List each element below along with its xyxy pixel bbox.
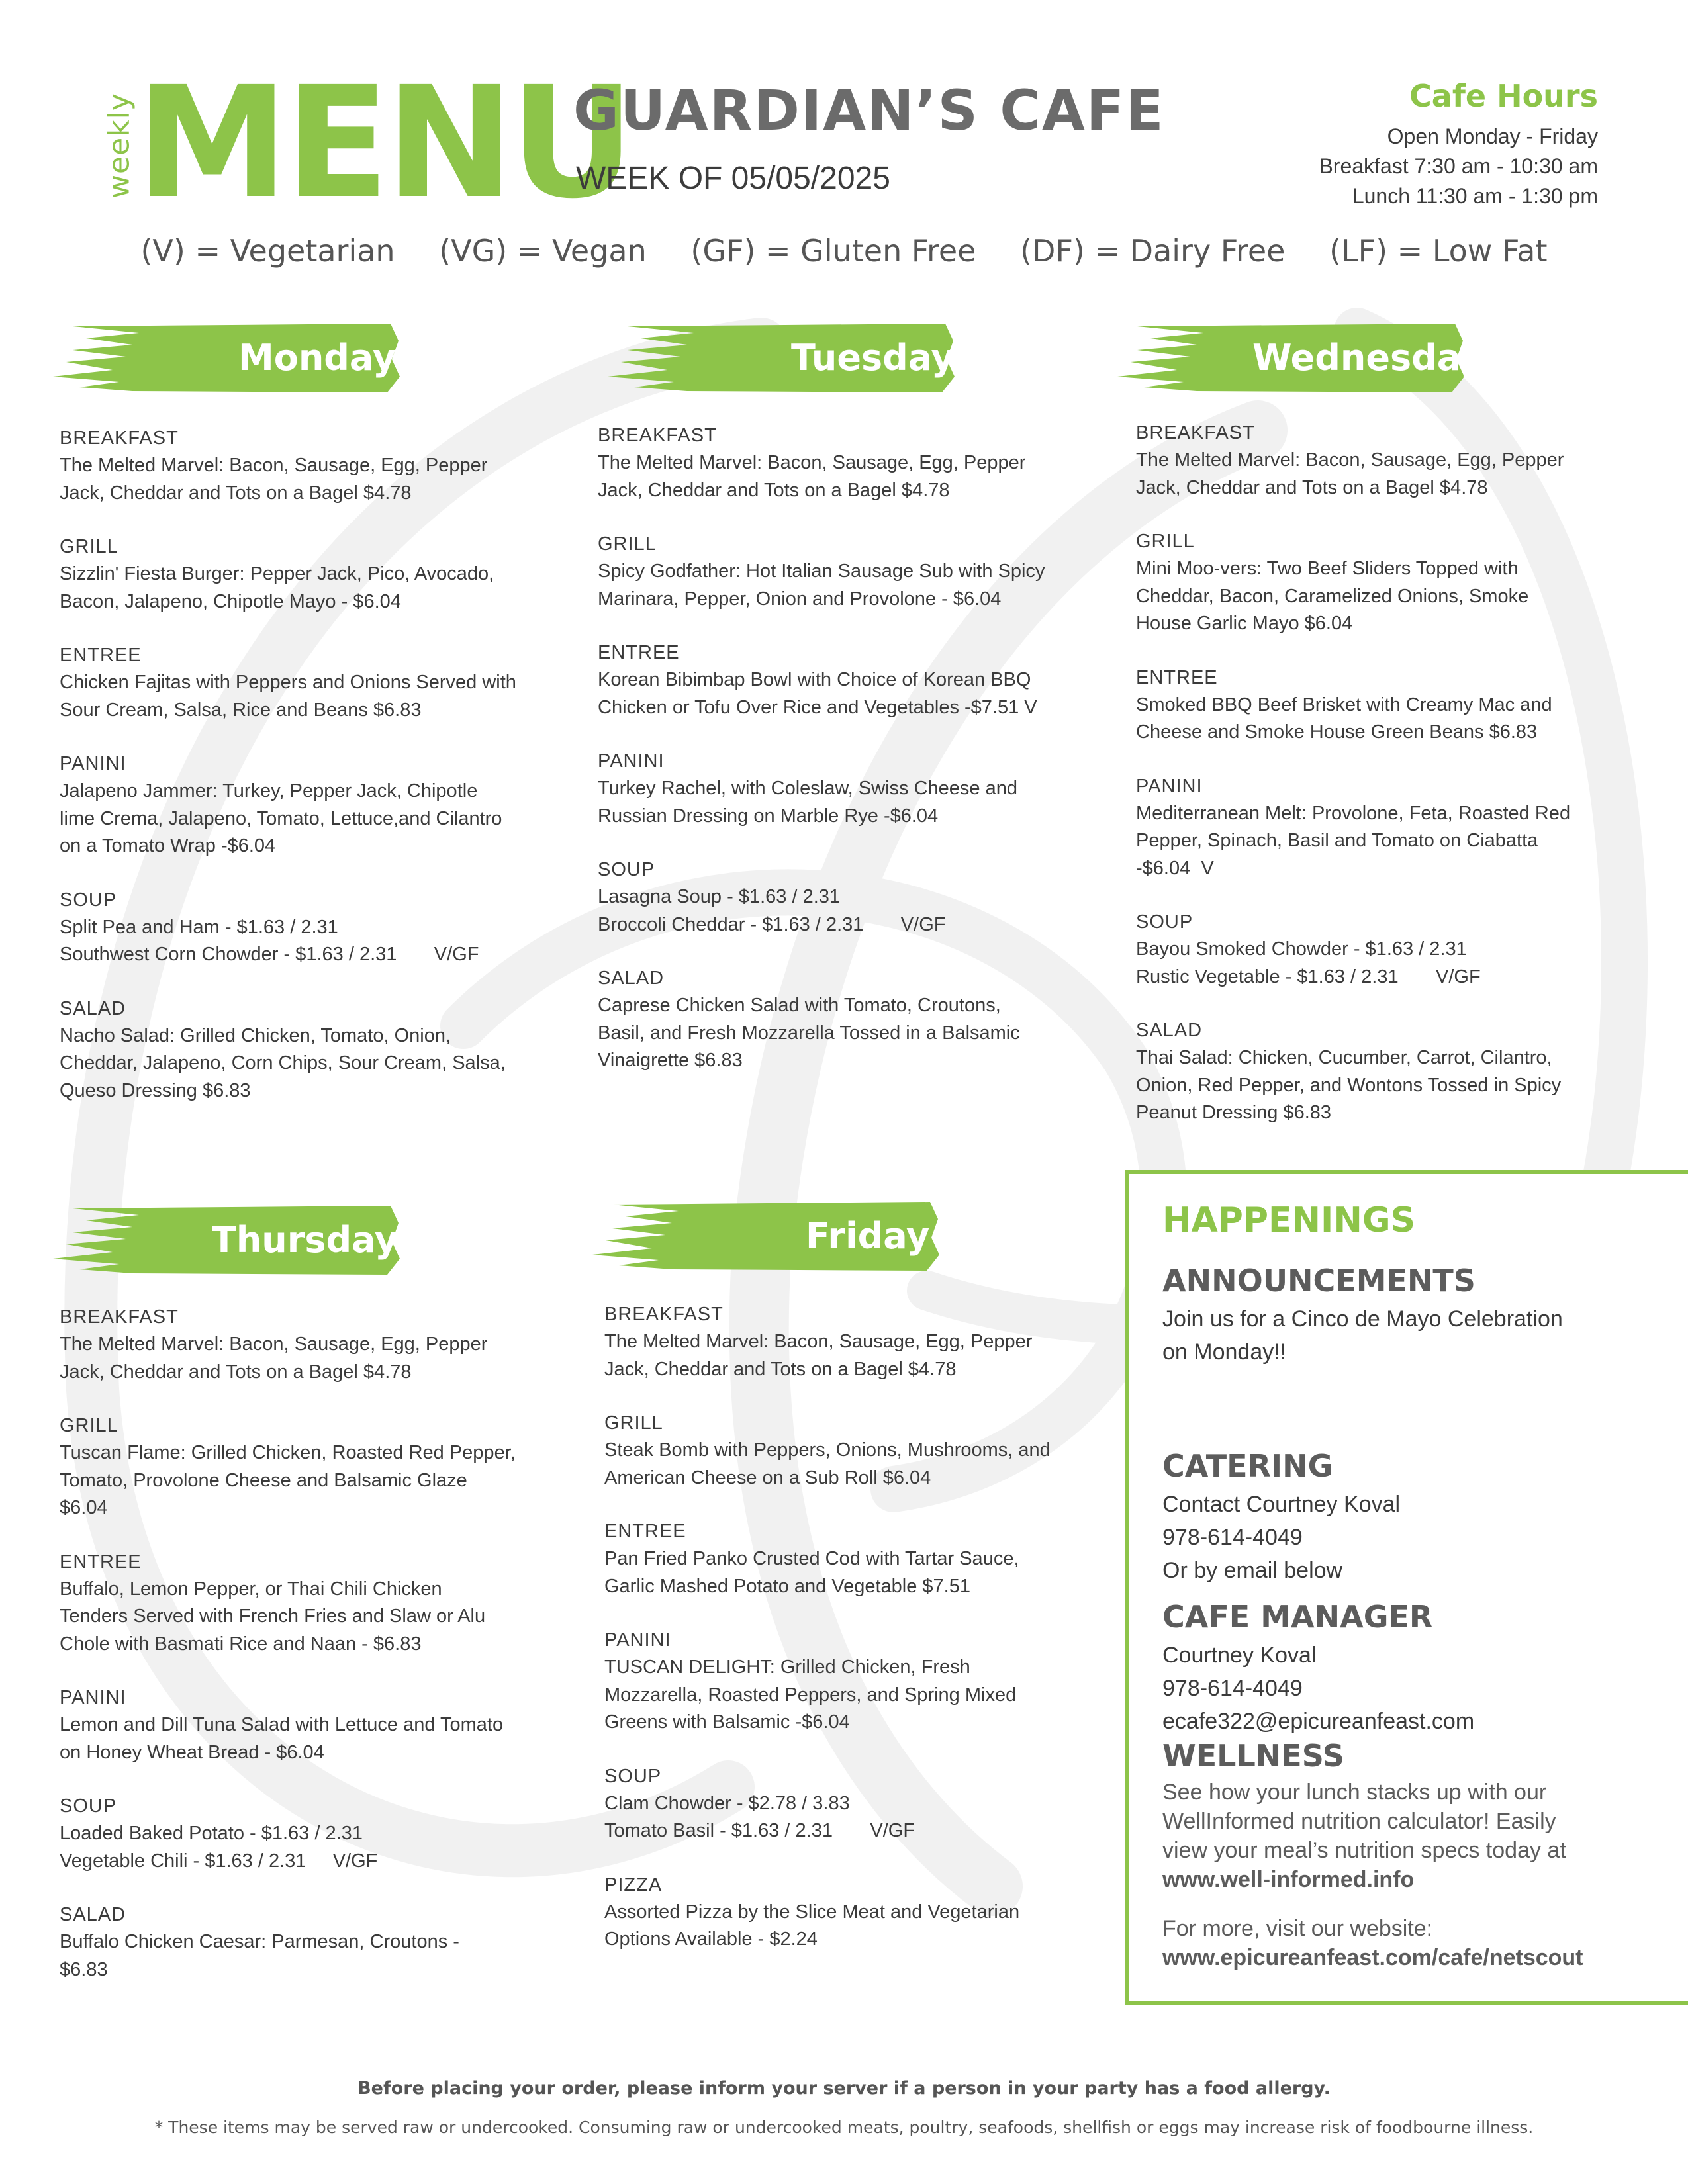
catering-phone: 978-614-4049 xyxy=(1162,1525,1303,1550)
section-category: GRILL xyxy=(60,536,118,557)
menu-line: The Melted Marvel: Bacon, Sausage, Egg, Pepper xyxy=(598,452,1026,473)
wellness-line: view your meal’s nutrition specs today at xyxy=(1162,1838,1566,1863)
menu-line: on Honey Wheat Bread - $6.04 xyxy=(60,1741,324,1763)
section-category: SOUP xyxy=(60,1796,117,1817)
disclaimer: * These items may be served raw or undercooked. Consuming raw or undercooked meats, poultry, seafoods, shellfish or eggs may increase risk of foodbourne illness. xyxy=(154,2118,1534,2137)
menu-line: Greens with Balsamic -$6.04 xyxy=(604,1711,850,1733)
section-category: SOUP xyxy=(604,1765,662,1787)
menu-section xyxy=(1136,664,1639,747)
announcement-line: on Monday!! xyxy=(1162,1340,1287,1365)
manager-name: Courtney Koval xyxy=(1162,1643,1317,1668)
website-link[interactable]: www.epicureanfeast.com/cafe/netscout xyxy=(1162,1945,1583,1970)
menu-section xyxy=(60,995,563,1105)
menu-line: Mini Moo-vers: Two Beef Sliders Topped with xyxy=(1136,558,1519,579)
menu-section xyxy=(60,887,563,969)
day-menu-friday xyxy=(604,1301,1107,1980)
menu-line: Caprese Chicken Salad with Tomato, Croutons, xyxy=(598,995,1001,1016)
menu-line: Chole with Basmati Rice and Naan - $6.83 xyxy=(60,1633,422,1655)
menu-line: Chicken or Tofu Over Rice and Vegetables -$7.51 V xyxy=(598,696,1037,718)
menu-line: Jack, Cheddar and Tots on a Bagel $4.78 xyxy=(60,482,412,504)
menu-line: The Melted Marvel: Bacon, Sausage, Egg, Pepper xyxy=(604,1331,1033,1352)
section-category: GRILL xyxy=(598,533,657,555)
menu-line: Tomato Basil - $1.63 / 2.31 V/GF xyxy=(604,1820,915,1841)
cafe-manager-heading: CAFE MANAGER xyxy=(1162,1599,1433,1635)
menu-line: Russian Dressing on Marble Rye -$6.04 xyxy=(598,805,939,827)
announcements-heading: ANNOUNCEMENTS xyxy=(1162,1263,1476,1298)
menu-line: Steak Bomb with Peppers, Onions, Mushrooms, and xyxy=(604,1439,1051,1461)
menu-line: Sour Cream, Salsa, Rice and Beans $6.83 xyxy=(60,699,422,721)
menu-line: Jack, Cheddar and Tots on a Bagel $4.78 xyxy=(1136,477,1488,498)
menu-line: Smoked BBQ Beef Brisket with Creamy Mac and xyxy=(1136,694,1552,715)
cafe-hours-title: Cafe Hours xyxy=(1409,78,1598,114)
legend-item: (GF) = Gluten Free xyxy=(690,233,976,269)
section-category: SOUP xyxy=(60,889,117,911)
catering-line: Or by email below xyxy=(1162,1558,1343,1583)
day-banner-monday xyxy=(53,321,400,395)
wellness-link[interactable]: www.well-informed.info xyxy=(1162,1867,1415,1892)
menu-section xyxy=(604,1627,1107,1737)
diet-legend xyxy=(0,233,1688,269)
section-category: GRILL xyxy=(1136,531,1195,552)
menu-line: Pepper, Spinach, Basil and Tomato on Ciabatta xyxy=(1136,830,1538,851)
section-category: PANINI xyxy=(604,1629,671,1651)
menu-section xyxy=(604,1301,1107,1383)
menu-section xyxy=(60,1684,563,1766)
menu-line: Cheddar, Bacon, Caramelized Onions, Smoke xyxy=(1136,585,1529,607)
announcement-line: Join us for a Cinco de Mayo Celebration xyxy=(1162,1306,1563,1332)
menu-line: Garlic Mashed Potato and Vegetable $7.51 xyxy=(604,1575,970,1597)
menu-line: Cheese and Smoke House Green Beans $6.83 xyxy=(1136,721,1538,743)
day-name: Friday xyxy=(806,1215,930,1257)
menu-line: Tuscan Flame: Grilled Chicken, Roasted Red Pepper, xyxy=(60,1442,516,1463)
menu-line: Jack, Cheddar and Tots on a Bagel $4.78 xyxy=(604,1358,957,1380)
legend-item: (V) = Vegetarian xyxy=(140,233,395,269)
menu-line: Rustic Vegetable - $1.63 / 2.31 V/GF xyxy=(1136,966,1481,987)
menu-section xyxy=(60,1412,563,1522)
day-name: Thursday xyxy=(212,1219,399,1261)
section-category: BREAKFAST xyxy=(598,425,717,446)
menu-section xyxy=(598,639,1101,721)
menu-line: Bayou Smoked Chowder - $1.63 / 2.31 xyxy=(1136,938,1467,960)
catering-line: Contact Courtney Koval xyxy=(1162,1492,1401,1517)
menu-section xyxy=(1136,773,1639,883)
section-category: PANINI xyxy=(60,1687,126,1708)
menu-line: Korean Bibimbap Bowl with Choice of Korean BBQ xyxy=(598,669,1031,690)
menu-line: Broccoli Cheddar - $1.63 / 2.31 V/GF xyxy=(598,913,946,935)
menu-section xyxy=(604,1763,1107,1845)
menu-section xyxy=(1136,420,1639,502)
menu-line: Mediterranean Melt: Provolone, Feta, Roasted Red xyxy=(1136,802,1571,824)
day-banner-friday xyxy=(592,1199,940,1273)
legend-item: (DF) = Dairy Free xyxy=(1020,233,1286,269)
section-category: PANINI xyxy=(598,751,665,772)
menu-line: $6.04 xyxy=(60,1497,108,1518)
menu-line: Split Pea and Ham - $1.63 / 2.31 xyxy=(60,916,338,938)
section-category: BREAKFAST xyxy=(60,428,179,449)
menu-line: Mozzarella, Roasted Peppers, and Spring Mixed xyxy=(604,1684,1017,1706)
section-category: SALAD xyxy=(598,968,665,989)
menu-line: Thai Salad: Chicken, Cucumber, Carrot, Cilantro, xyxy=(1136,1047,1552,1068)
day-name: Monday xyxy=(238,337,396,379)
menu-section xyxy=(60,533,563,615)
allergy-notice: Before placing your order, please inform your server if a person in your party has a food allergy. xyxy=(357,2078,1331,2099)
menu-line: Jalapeno Jammer: Turkey, Pepper Jack, Chipotle xyxy=(60,780,478,801)
menu-line: The Melted Marvel: Bacon, Sausage, Egg, Pepper xyxy=(60,455,488,476)
menu-line: lime Crema, Jalapeno, Tomato, Lettuce,and Cilantro xyxy=(60,807,502,829)
menu-section xyxy=(598,531,1101,613)
menu-line: Bacon, Jalapeno, Chipotle Mayo - $6.04 xyxy=(60,590,401,612)
menu-section xyxy=(604,1518,1107,1600)
section-category: GRILL xyxy=(60,1415,118,1436)
section-category: SALAD xyxy=(60,997,126,1019)
menu-line: Basil, and Fresh Mozzarella Tossed in a Balsamic xyxy=(598,1022,1020,1044)
wellness-line: See how your lunch stacks up with our xyxy=(1162,1780,1547,1805)
section-category: SALAD xyxy=(1136,1020,1203,1041)
manager-phone: 978-614-4049 xyxy=(1162,1676,1303,1701)
cafe-hours xyxy=(1319,78,1598,211)
section-category: PANINI xyxy=(60,753,126,774)
manager-email-link[interactable]: ecafe322@epicureanfeast.com xyxy=(1162,1709,1475,1734)
menu-section xyxy=(60,1901,563,1983)
day-menu-tuesday xyxy=(598,422,1101,1101)
menu-line: Turkey Rachel, with Coleslaw, Swiss Cheese and xyxy=(598,778,1017,799)
section-category: GRILL xyxy=(604,1412,663,1433)
hours-line: Lunch 11:30 am - 1:30 pm xyxy=(1352,184,1598,208)
weekly-label: weekly xyxy=(102,93,136,199)
menu-section xyxy=(1136,909,1639,991)
menu-section xyxy=(60,1549,563,1659)
section-category: PANINI xyxy=(1136,775,1203,797)
hours-line: Open Monday - Friday xyxy=(1387,124,1598,148)
day-menu-wednesday xyxy=(1136,420,1639,1154)
day-menu-thursday xyxy=(60,1304,563,2010)
section-category: ENTREE xyxy=(60,645,142,666)
menu-line: Chicken Fajitas with Peppers and Onions Served with xyxy=(60,672,516,693)
menu-section xyxy=(60,642,563,724)
legend-item: (VG) = Vegan xyxy=(439,233,647,269)
hours-line: Breakfast 7:30 am - 10:30 am xyxy=(1319,154,1598,178)
menu-line: Marinara, Pepper, Onion and Provolone - $6.04 xyxy=(598,588,1002,610)
visit-text: For more, visit our website: xyxy=(1162,1916,1433,1941)
section-category: BREAKFAST xyxy=(60,1306,179,1328)
menu-line: Options Available - $2.24 xyxy=(604,1929,818,1950)
menu-line: on a Tomato Wrap -$6.04 xyxy=(60,835,276,856)
happenings-title: HAPPENINGS xyxy=(1162,1201,1416,1240)
section-category: PIZZA xyxy=(604,1874,663,1895)
menu-section xyxy=(604,1410,1107,1492)
menu-line: Vegetable Chili - $1.63 / 2.31 V/GF xyxy=(60,1850,378,1872)
happenings-panel xyxy=(1125,1170,1688,2005)
menu-line: Onion, Red Pepper, and Wontons Tossed in Spicy xyxy=(1136,1074,1562,1096)
menu-section xyxy=(60,1304,563,1386)
menu-line: Loaded Baked Potato - $1.63 / 2.31 xyxy=(60,1823,363,1844)
menu-title: MENU xyxy=(136,54,631,232)
menu-section xyxy=(598,856,1101,938)
menu-line: Buffalo Chicken Caesar: Parmesan, Croutons - xyxy=(60,1931,459,1952)
menu-line: American Cheese on a Sub Roll $6.04 xyxy=(604,1467,931,1488)
menu-section xyxy=(60,425,563,507)
wellness-line: WellInformed nutrition calculator! Easily xyxy=(1162,1809,1556,1834)
section-category: SALAD xyxy=(60,1904,126,1925)
menu-line: House Garlic Mayo $6.04 xyxy=(1136,613,1353,634)
legend-item: (LF) = Low Fat xyxy=(1329,233,1548,269)
section-category: ENTREE xyxy=(1136,666,1218,688)
section-category: ENTREE xyxy=(604,1521,686,1542)
section-category: ENTREE xyxy=(598,642,680,663)
menu-line: Southwest Corn Chowder - $1.63 / 2.31 V/GF xyxy=(60,944,479,965)
menu-line: Cheddar, Jalapeno, Corn Chips, Sour Cream, Salsa, xyxy=(60,1052,506,1073)
catering-heading: CATERING xyxy=(1162,1448,1333,1484)
day-banner-thursday xyxy=(53,1203,400,1277)
menu-line: Peanut Dressing $6.83 xyxy=(1136,1102,1332,1123)
day-name: Tuesday xyxy=(791,337,955,379)
menu-line: Lemon and Dill Tuna Salad with Lettuce and Tomato xyxy=(60,1714,504,1735)
menu-line: The Melted Marvel: Bacon, Sausage, Egg, Pepper xyxy=(60,1334,488,1355)
section-category: ENTREE xyxy=(60,1551,142,1572)
menu-section xyxy=(598,422,1101,504)
menu-line: Buffalo, Lemon Pepper, or Thai Chili Chicken xyxy=(60,1578,442,1600)
menu-line: Vinaigrette $6.83 xyxy=(598,1050,743,1071)
menu-line: Jack, Cheddar and Tots on a Bagel $4.78 xyxy=(60,1361,412,1383)
menu-line: $6.83 xyxy=(60,1958,108,1980)
menu-line: Tomato, Provolone Cheese and Balsamic Glaze xyxy=(60,1469,467,1491)
day-banner-wednesday xyxy=(1117,321,1483,395)
menu-line: Queso Dressing $6.83 xyxy=(60,1079,251,1101)
wellness-heading: WELLNESS xyxy=(1162,1738,1344,1774)
menu-line: The Melted Marvel: Bacon, Sausage, Egg, Pepper xyxy=(1136,449,1564,471)
day-banner-tuesday xyxy=(608,321,955,395)
menu-line: Nacho Salad: Grilled Chicken, Tomato, Onion, xyxy=(60,1024,451,1046)
menu-line: Jack, Cheddar and Tots on a Bagel $4.78 xyxy=(598,479,950,501)
menu-line: TUSCAN DELIGHT: Grilled Chicken, Fresh xyxy=(604,1657,970,1678)
menu-line: Tenders Served with French Fries and Slaw or Alu xyxy=(60,1606,486,1627)
menu-section xyxy=(604,1872,1107,1954)
menu-line: Assorted Pizza by the Slice Meat and Vegetarian xyxy=(604,1901,1020,1923)
week-of-date: WEEK OF 05/05/2025 xyxy=(576,161,890,196)
menu-section xyxy=(1136,1017,1639,1127)
section-category: SOUP xyxy=(1136,911,1194,933)
menu-line: -$6.04 V xyxy=(1136,857,1214,879)
menu-section xyxy=(598,748,1101,830)
menu-line: Sizzlin' Fiesta Burger: Pepper Jack, Pico, Avocado, xyxy=(60,563,494,584)
section-category: SOUP xyxy=(598,859,655,880)
cafe-name: GUARDIAN’S CAFE xyxy=(573,78,1165,143)
menu-line: Clam Chowder - $2.78 / 3.83 xyxy=(604,1792,850,1814)
day-name: Wednesday xyxy=(1252,337,1483,379)
menu-section xyxy=(60,1793,563,1875)
menu-section xyxy=(60,751,563,860)
section-category: BREAKFAST xyxy=(1136,422,1255,443)
menu-line: Spicy Godfather: Hot Italian Sausage Sub with Spicy xyxy=(598,561,1045,582)
menu-section xyxy=(598,965,1101,1075)
menu-section xyxy=(1136,528,1639,638)
menu-line: Pan Fried Panko Crusted Cod with Tartar Sauce, xyxy=(604,1548,1019,1569)
day-menu-monday xyxy=(60,425,563,1131)
menu-line: Lasagna Soup - $1.63 / 2.31 xyxy=(598,886,841,907)
section-category: BREAKFAST xyxy=(604,1304,724,1325)
